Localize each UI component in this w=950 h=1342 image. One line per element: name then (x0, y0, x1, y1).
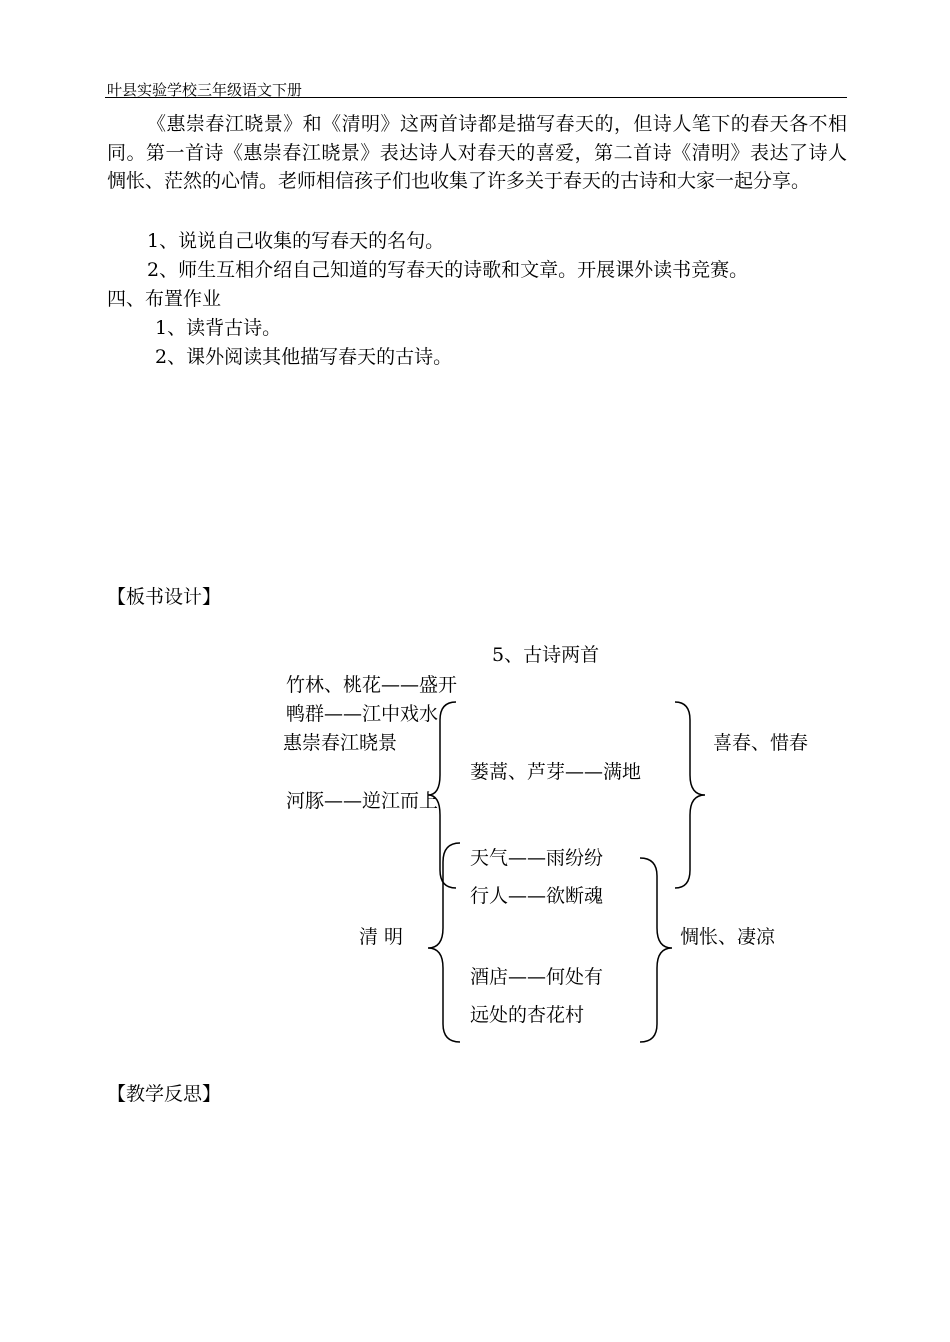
poem1-line-1: 竹林、桃花——盛开 (286, 674, 458, 696)
homework-item-2: 2、课外阅读其他描写春天的古诗。 (155, 346, 453, 368)
header-rule (105, 97, 847, 98)
poem1-line-4: 河豚——逆江而上 (286, 790, 439, 812)
intro-paragraph: 《惠崇春江晓景》和《清明》这两首诗都是描写春天的，但诗人笔下的春天各不相同。第一首诗《惠崇春江晓景》表达诗人对春天的喜爱，第二首诗《清明》表达了诗人惆怅、茫然的心情。老师相信孩子们也收集了许多关于春天的古诗和大家一起分享。 (107, 113, 847, 192)
reflection-heading: 【教学反思】 (107, 1083, 222, 1105)
document-header: 叶县实验学校三年级语文下册 (107, 81, 303, 99)
poem2-feeling: 惆怅、凄凉 (680, 926, 776, 948)
poem2-line-3: 酒店——何处有 (470, 966, 604, 988)
board-title: 5、古诗两首 (492, 644, 600, 666)
poem2-line-1: 天气——雨纷纷 (470, 847, 604, 869)
activity-item-1: 1、说说自己收集的写春天的名句。 (147, 230, 445, 252)
board-design-heading: 【板书设计】 (107, 586, 222, 608)
poem1-right-brace (675, 702, 705, 888)
poem1-line-3: 蒌蒿、芦芽——满地 (470, 761, 642, 783)
poem2-line-4: 远处的杏花村 (470, 1004, 585, 1026)
poem1-line-2: 鸭群——江中戏水 (286, 703, 439, 725)
poem2-name: 清 明 (359, 926, 404, 948)
poem1-feeling: 喜春、惜春 (713, 732, 809, 754)
activity-item-2: 2、师生互相介绍自己知道的写春天的诗歌和文章。开展课外读书竞赛。 (147, 259, 749, 281)
poem2-right-brace (640, 858, 672, 1042)
poem1-name: 惠崇春江晓景 (283, 732, 398, 754)
poem2-line-2: 行人——欲断魂 (470, 885, 604, 907)
poem2-left-brace (428, 843, 460, 1042)
homework-heading: 四、布置作业 (107, 288, 222, 310)
homework-item-1: 1、读背古诗。 (155, 317, 282, 339)
